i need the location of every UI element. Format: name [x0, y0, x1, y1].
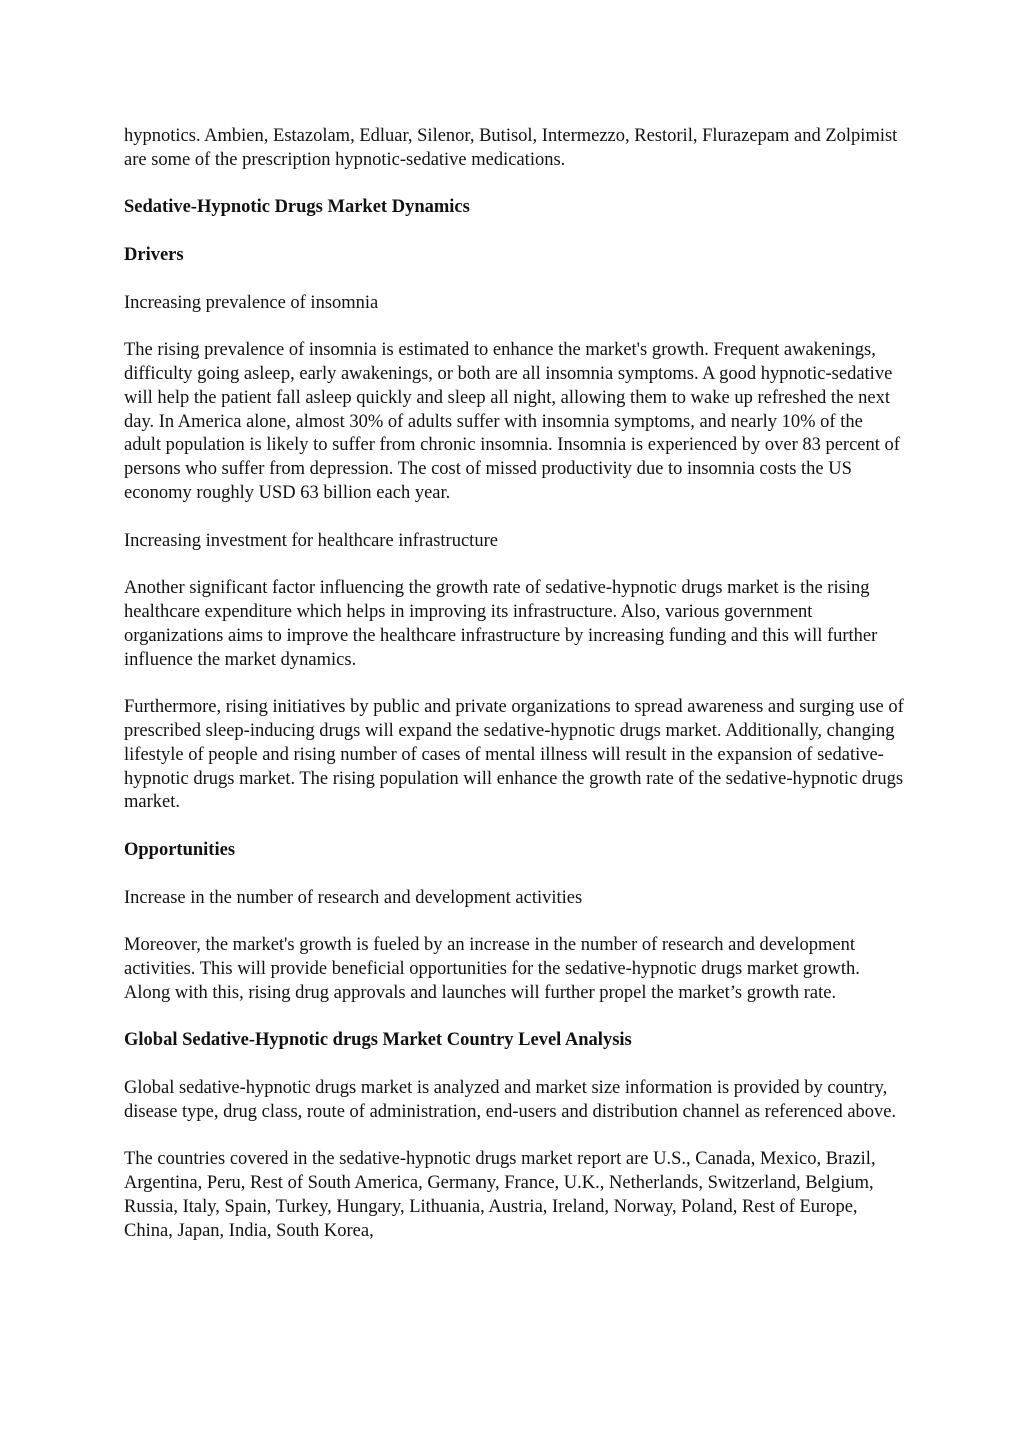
section-heading-country-analysis: Global Sedative-Hypnotic drugs Market Country Level Analysis: [124, 1030, 632, 1051]
subheading-research: Increase in the number of research and development activities: [124, 887, 583, 908]
paragraph-healthcare-expenditure: Another significant factor influencing the growth rate of sedative-hypnotic drugs market is the rising healthcare expenditure which helps in improving its infrastructure. Also, various government organizations aims to improve the healthcare infrastructure by increasing funding and this will further influence the market dynamics.: [124, 578, 878, 670]
paragraph-research: Moreover, the market's growth is fueled by an increase in the number of research and development activities. This will provide beneficial opportunities for the sedative-hypnotic drugs market growth. Along with this, rising drug approvals and launches will further propel the market’s growth rate.: [124, 935, 860, 1003]
paragraph-insomnia: The rising prevalence of insomnia is estimated to enhance the market's growth. Frequent awakenings, difficulty going asleep, early awakenings, or both are all insomnia symptoms. A good hypnotic-sedative will help the patient fall asleep quickly and sleep all night, allowing them to wake up refreshed the next day. In America alone, almost 30% of adults suffer with insomnia symptoms, and nearly 10% of the adult population is likely to suffer from chronic insomnia. Insomnia is experienced by over 83 percent of persons who suffer from depression. The cost of missed productivity due to insomnia costs the US economy roughly USD 63 billion each year.: [124, 340, 900, 503]
document-page: [124, 125, 904, 1267]
subheading-healthcare-investment: Increasing investment for healthcare infrastructure: [124, 530, 498, 551]
section-heading-market-dynamics: Sedative-Hypnotic Drugs Market Dynamics: [124, 197, 470, 218]
intro-paragraph: hypnotics. Ambien, Estazolam, Edluar, Silenor, Butisol, Intermezzo, Restoril, Flurazepam and Zolpimist are some of the prescription hypnotic-sedative medications.: [124, 126, 898, 170]
section-heading-opportunities: Opportunities: [124, 839, 236, 860]
section-heading-drivers: Drivers: [124, 244, 184, 265]
paragraph-countries-covered: The countries covered in the sedative-hypnotic drugs market report are U.S., Canada, Mexico, Brazil, Argentina, Peru, Rest of South America, Germany, France, U.K., Netherlands, Switzerland, Belgium, Russia, Italy, Spain, Turkey, Hungary, Lithuania, Austria, Ireland, Norway, Poland, Rest of Europe, China, Japan, India, South Korea,: [124, 1149, 876, 1241]
subheading-insomnia: Increasing prevalence of insomnia: [124, 292, 379, 313]
paragraph-country-analysis: Global sedative-hypnotic drugs market is analyzed and market size information is provided by country, disease type, drug class, route of administration, end-users and distribution channel as referenced above.: [124, 1077, 897, 1122]
paragraph-initiatives: Furthermore, rising initiatives by public and private organizations to spread awareness and surging use of prescribed sleep-inducing drugs will expand the sedative-hypnotic drugs market. Additionally, changing lifestyle of people and rising number of cases of mental illness will result in the expansion of sedative-hypnotic drugs market. The rising population will enhance the growth rate of the sedative-hypnotic drugs market.: [124, 697, 904, 813]
